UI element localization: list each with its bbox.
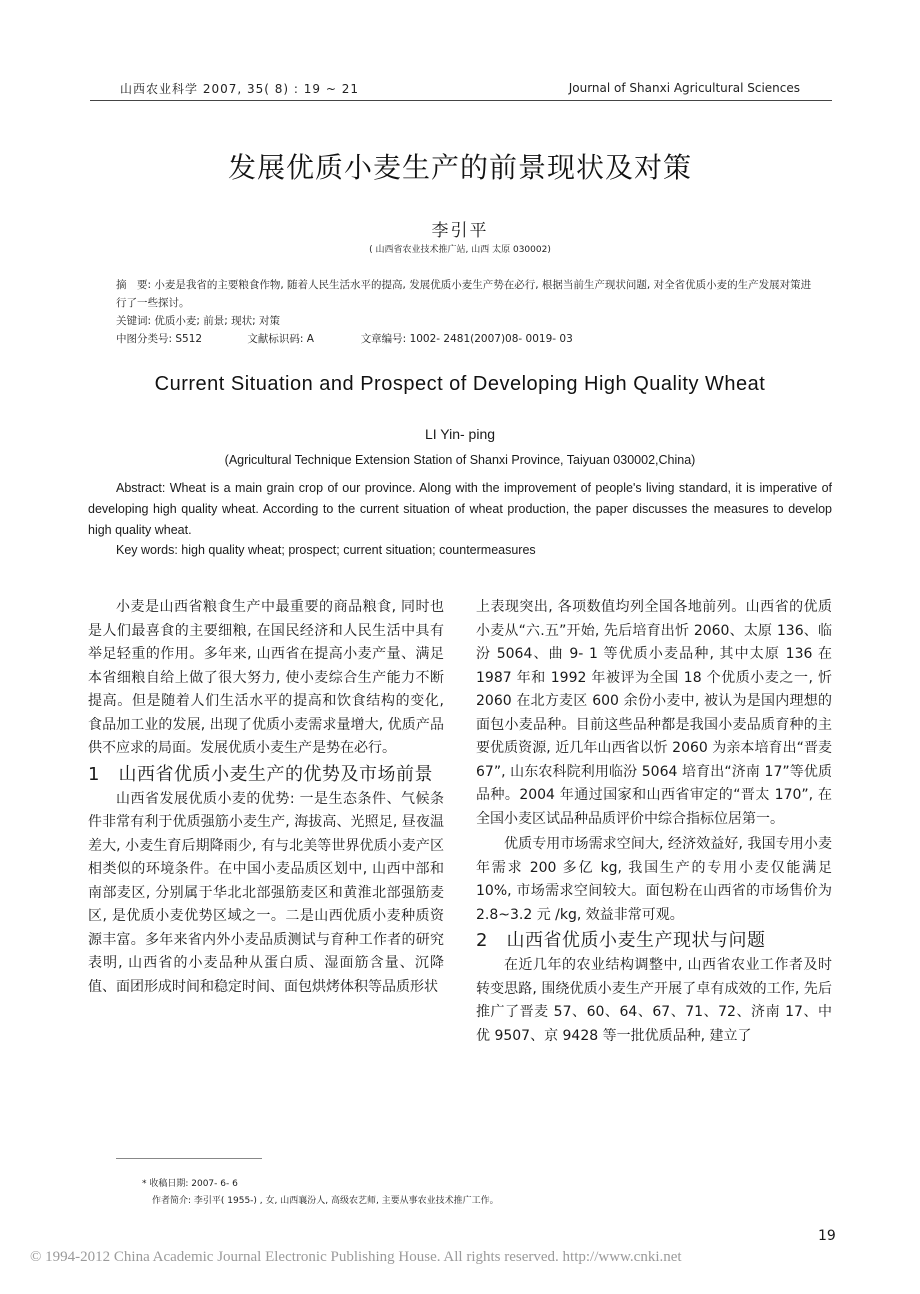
keywords-en: Key words: high quality wheat; prospect; current situation; countermeasures: [116, 543, 536, 557]
abstract-cn: [116, 276, 816, 348]
clc-number: 中图分类号: S512: [116, 333, 203, 345]
author-en: LI Yin- ping: [424, 426, 496, 442]
body-column-left: [88, 596, 444, 999]
document-code: 文献标识码: A: [247, 333, 314, 345]
author-bio: 作者简介: 李引平( 1955-) , 女, 山西襄汾人, 高级农艺师, 主要从事农业技术推广工作。: [152, 1196, 499, 1206]
body-column-right: [476, 596, 832, 1048]
section-heading-2: 2 山西省优质小麦生产现状与问题: [476, 930, 766, 951]
body-paragraph: 上表现突出, 各项数值均列全国各地前列。山西省的优质小麦从“六.五”开始, 先后培育出忻 2060、太原 136、临汾 5064、曲 9- 1 等优质小麦品种, 其中太原 136 在 1987 年和 1992 年被评为全国 18 个优质小麦之一, 忻 2060 在北方麦区 600 余份小麦中, 被认为是国内理想的面包小麦品种。目前这些品种都是我国小麦品质育种的主要优质资源, 近几年山西省以忻 2060 为亲本培育出“晋麦 67”, 山东农科院利用临汾 5064 培育出“济南 17”等优质品种。2004 年通过国家和山西省审定的“晋太 170”, 在全国小麦区试品种品质评价中综合指标位居第一。: [476, 599, 832, 827]
body-paragraph: 优质专用市场需求空间大, 经济效益好, 我国专用小麦年需求 200 多亿 kg, 我国生产的专用小麦仅能满足 10%, 市场需求空间较大。面包粉在山西省的市场售价为 2.8~3.2 元 /kg, 效益非常可观。: [476, 836, 832, 923]
author-cn: 李引平: [431, 221, 489, 241]
footnote: [142, 1176, 499, 1210]
classification-row: [116, 330, 816, 348]
header-rule: [90, 100, 832, 101]
abstract-en-text: Abstract: Wheat is a main grain crop of our province. Along with the improvement of people's living standard, it is imperative of developing high quality wheat. According to the current situation of wheat production, the paper discusses the measures to develop high quality wheat.: [88, 481, 832, 537]
journal-header-en: Journal of Shanxi Agricultural Sciences: [568, 81, 800, 95]
keywords-cn: 关键词: 优质小麦; 前景; 现状; 对策: [116, 315, 281, 327]
body-paragraph: 在近几年的农业结构调整中, 山西省农业工作者及时转变思路, 围绕优质小麦生产开展了卓有成效的工作, 先后推广了晋麦 57、60、64、67、71、72、济南 17、中优 9507、京 9428 等一批优质品种, 建立了: [476, 957, 832, 1044]
page-number: 19: [818, 1228, 836, 1244]
affiliation-en: (Agricultural Technique Extension Station of Shanxi Province, Taiyuan 030002,China): [224, 453, 696, 467]
copyright-notice: © 1994-2012 China Academic Journal Electronic Publishing House. All rights reserved. http://www.cnki.net: [30, 1249, 682, 1265]
abstract-cn-text: 摘 要: 小麦是我省的主要粮食作物, 随着人民生活水平的提高, 发展优质小麦生产势在必行, 根据当前生产现状问题, 对全省优质小麦的生产发展对策进行了一些探讨。: [116, 279, 812, 309]
abstract-en: [88, 478, 832, 541]
article-number: 文章编号: 1002- 2481(2007)08- 0019- 03: [360, 333, 573, 345]
paper-title-en: Current Situation and Prospect of Developing High Quality Wheat: [154, 373, 766, 395]
section-heading-1: 1 山西省优质小麦生产的优势及市场前景: [88, 763, 433, 785]
footnote-rule: [116, 1158, 262, 1159]
journal-header-cn: 山西农业科学 2007, 35( 8) : 19 ~ 21: [120, 82, 359, 96]
body-paragraph: 山西省发展优质小麦的优势: 一是生态条件、气候条件非常有利于优质强筋小麦生产, 海拔高、光照足, 昼夜温差大, 小麦生育后期降雨少, 有与北美等世界优质小麦产区相类似的环境条件。在中国小麦品质区划中, 山西中部和南部麦区, 分别属于华北北部强筋麦区和黄淮北部强筋麦区, 是优质小麦优势区域之一。二是山西优质小麦种质资源丰富。多年来省内外小麦品质测试与育种工作者的研究表明, 山西省的小麦品种从蛋白质、湿面筋含量、沉降值、面团形成时间和稳定时间、面包烘烤体积等品质形状: [88, 790, 444, 995]
paper-title-cn: 发展优质小麦生产的前景现状及对策: [227, 151, 692, 184]
affiliation-cn: ( 山西省农业技术推广站, 山西 太原 030002): [369, 245, 551, 255]
body-paragraph: 小麦是山西省粮食生产中最重要的商品粮食, 同时也是人们最喜食的主要细粮, 在国民经济和人民生活中具有举足轻重的作用。多年来, 山西省在提高小麦产量、满足本省细粮自给上做了很大努力, 使小麦综合生产能力不断提高。但是随着人们生活水平的提高和饮食结构的变化, 食品加工业的发展, 出现了优质小麦需求量增大, 优质产品供不应求的局面。发展优质小麦生产是势在必行。: [88, 599, 444, 756]
received-date: * 收稿日期: 2007- 6- 6: [142, 1179, 238, 1189]
